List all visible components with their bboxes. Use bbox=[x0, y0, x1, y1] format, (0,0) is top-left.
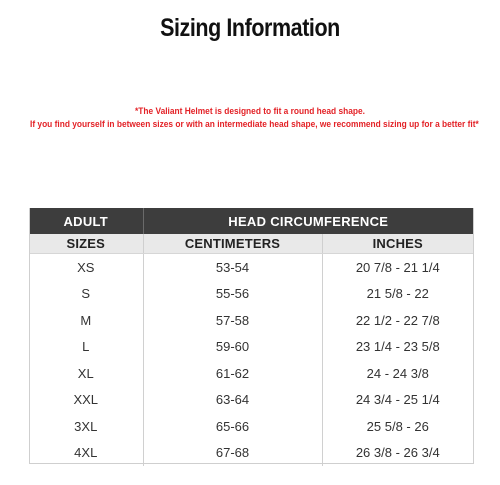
inches-cell: 24 3/4 - 25 1/4 bbox=[355, 392, 440, 408]
centimeters-cell: 57-58 bbox=[143, 307, 322, 334]
inches-cell: 26 3/8 - 26 3/4 bbox=[355, 445, 440, 461]
table-row bbox=[29, 254, 473, 281]
table-row bbox=[29, 413, 473, 440]
size-cell: XL bbox=[29, 360, 143, 387]
table-row bbox=[29, 360, 473, 387]
group-header-head-circumference: HEAD CIRCUMFERENCE bbox=[143, 208, 473, 234]
column-header-centimeters: CENTIMETERS bbox=[143, 234, 322, 254]
centimeters-cell: 59-60 bbox=[143, 334, 322, 361]
size-cell: 3XL bbox=[29, 413, 143, 440]
size-cell: M bbox=[29, 307, 143, 334]
group-header-adult: ADULT bbox=[29, 208, 143, 234]
size-cell: S bbox=[29, 281, 143, 308]
inches-cell: 20 7/8 - 21 1/4 bbox=[355, 259, 440, 275]
size-cell: XS bbox=[29, 254, 143, 281]
centimeters-cell: 65-66 bbox=[143, 413, 322, 440]
inches-cell: 24 - 24 3/8 bbox=[366, 365, 429, 381]
table-group-header-row bbox=[29, 208, 473, 234]
size-cell: XXL bbox=[29, 387, 143, 414]
centimeters-cell: 61-62 bbox=[143, 360, 322, 387]
table-column-header-row bbox=[29, 234, 473, 254]
table-row bbox=[29, 307, 473, 334]
inches-cell: 23 1/4 - 23 5/8 bbox=[355, 339, 440, 355]
centimeters-cell: 67-68 bbox=[143, 440, 322, 467]
table-row bbox=[29, 440, 473, 467]
table-row bbox=[29, 334, 473, 361]
inches-cell: 21 5/8 - 22 bbox=[366, 286, 429, 302]
sizing-advice-note: If you find yourself in between sizes or with an intermediate head shape, we recommend sizing up for a better fit* bbox=[30, 119, 479, 130]
inches-cell: 25 5/8 - 26 bbox=[366, 418, 429, 434]
size-cell: 4XL bbox=[29, 440, 143, 467]
inches-cell: 22 1/2 - 22 7/8 bbox=[355, 312, 440, 328]
size-cell: L bbox=[29, 334, 143, 361]
table-row bbox=[29, 281, 473, 308]
column-header-inches: INCHES bbox=[322, 234, 473, 254]
column-header-sizes: SIZES bbox=[29, 234, 143, 254]
table-row bbox=[29, 387, 473, 414]
centimeters-cell: 53-54 bbox=[143, 254, 322, 281]
page-title: Sizing Information bbox=[160, 14, 340, 42]
helmet-shape-note: *The Valiant Helmet is designed to fit a round head shape. bbox=[135, 106, 365, 117]
sizing-table bbox=[29, 208, 473, 466]
centimeters-cell: 55-56 bbox=[143, 281, 322, 308]
centimeters-cell: 63-64 bbox=[143, 387, 322, 414]
